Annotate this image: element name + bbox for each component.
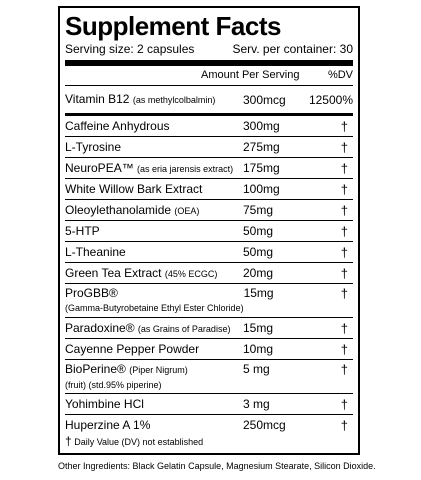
ingredient-row [65, 116, 353, 136]
ingredient-dv: † [340, 265, 348, 281]
featured-row [65, 85, 353, 113]
panel-title: Supplement Facts [65, 11, 281, 41]
ingredient-amount: 100mg [243, 182, 280, 196]
ingredient-amount: 175mg [243, 161, 280, 175]
supplement-facts-panel [58, 6, 360, 455]
ingredient-name: Green Tea Extract [65, 265, 162, 280]
ingredient-dv: † [340, 341, 348, 357]
ingredient-amount: 15mg [243, 286, 274, 300]
dv-header: %DV [327, 69, 353, 81]
ingredient-amount: 20mg [243, 266, 274, 280]
ingredient-row [65, 157, 353, 178]
ingredient-dv: † [340, 320, 348, 336]
serving-size: Serving size: 2 capsules [65, 42, 195, 56]
serving-info [65, 41, 353, 60]
ingredient-sub-line: (Gamma-Butyrobetaine Ethyl Ester Chloride) [65, 303, 244, 313]
ingredient-amount: 15mg [243, 321, 274, 335]
ingredient-sub-line: (fruit) (std.95% piperine) [65, 380, 162, 390]
featured-name: Vitamin B12 [65, 92, 130, 106]
ingredient-row [65, 338, 353, 359]
featured-dv: 12500% [308, 92, 353, 107]
ingredient-amount: 275mg [243, 140, 280, 154]
ingredient-dv: † [340, 181, 348, 197]
ingredient-sub: (Piper Nigrum) [129, 365, 188, 375]
dagger-symbol: † [65, 434, 72, 448]
ingredient-row [65, 262, 353, 283]
ingredient-row [65, 241, 353, 262]
ingredient-name: BioPerine® [65, 362, 126, 376]
ingredient-amount: 50mg [243, 224, 274, 238]
ingredient-amount: 5 mg [243, 362, 270, 376]
ingredient-dv: † [340, 160, 348, 176]
ingredient-name: Paradoxine® [65, 320, 135, 335]
footnote [65, 434, 203, 448]
ingredient-dv: † [340, 139, 348, 155]
ingredient-dv: † [340, 417, 348, 433]
ingredient-name: L-Tyrosine [65, 140, 122, 154]
ingredient-amount: 300mg [243, 119, 280, 133]
ingredient-sub: (OEA) [174, 205, 200, 216]
ingredient-name: Yohimbine HCl [65, 397, 144, 411]
ingredient-row [65, 283, 353, 317]
ingredient-name: Oleoylethanolamide [65, 202, 172, 217]
ingredient-dv: † [340, 223, 348, 239]
ingredient-amount: 75mg [243, 203, 274, 217]
amount-per-serving-header: Amount Per Serving [201, 69, 300, 81]
ingredient-dv: † [340, 396, 348, 412]
ingredient-dv: † [340, 286, 348, 301]
ingredient-name: ProGBB® [65, 286, 118, 300]
ingredient-dv: † [340, 362, 348, 377]
ingredient-amount: 3 mg [243, 397, 270, 411]
ingredient-amount: 10mg [243, 342, 274, 356]
ingredient-sub: (45% ECGC) [164, 268, 218, 279]
ingredient-dv: † [340, 118, 348, 134]
featured-sub: (as methylcolbalmin) [132, 95, 216, 105]
ingredient-name: Huperzine A 1% [65, 418, 151, 432]
column-header [65, 66, 353, 85]
ingredient-name: Caffeine Anhydrous [65, 119, 170, 133]
ingredient-list [65, 116, 353, 435]
other-ingredients: Other Ingredients: Black Gelatin Capsule, Magnesium Stearate, Silicon Dioxide. [58, 461, 376, 471]
footnote-text: Daily Value (DV) not established [74, 437, 204, 447]
ingredient-name: Cayenne Pepper Powder [65, 342, 200, 356]
ingredient-dv: † [340, 202, 348, 218]
ingredient-name: 5-HTP [65, 224, 100, 238]
ingredient-row [65, 317, 353, 338]
servings-per-container: Serv. per container: 30 [232, 42, 353, 56]
ingredient-amount: 250mcg [243, 418, 286, 432]
ingredient-name: NeuroPEA™ [65, 160, 134, 175]
featured-amount: 300mcg [243, 92, 286, 107]
ingredient-name: White Willow Bark Extract [65, 182, 203, 196]
ingredient-dv: † [340, 244, 348, 260]
ingredient-row [65, 414, 353, 435]
ingredient-sub: (as eria jarensis extract) [137, 163, 234, 174]
ingredient-row [65, 220, 353, 241]
ingredient-sub: (as Grains of Paradise) [137, 323, 231, 334]
ingredient-row [65, 178, 353, 199]
ingredient-amount: 50mg [243, 245, 274, 259]
ingredient-name: L-Theanine [65, 245, 126, 259]
ingredient-row [65, 199, 353, 220]
ingredient-row [65, 136, 353, 157]
ingredient-row [65, 359, 353, 393]
ingredient-row [65, 393, 353, 414]
